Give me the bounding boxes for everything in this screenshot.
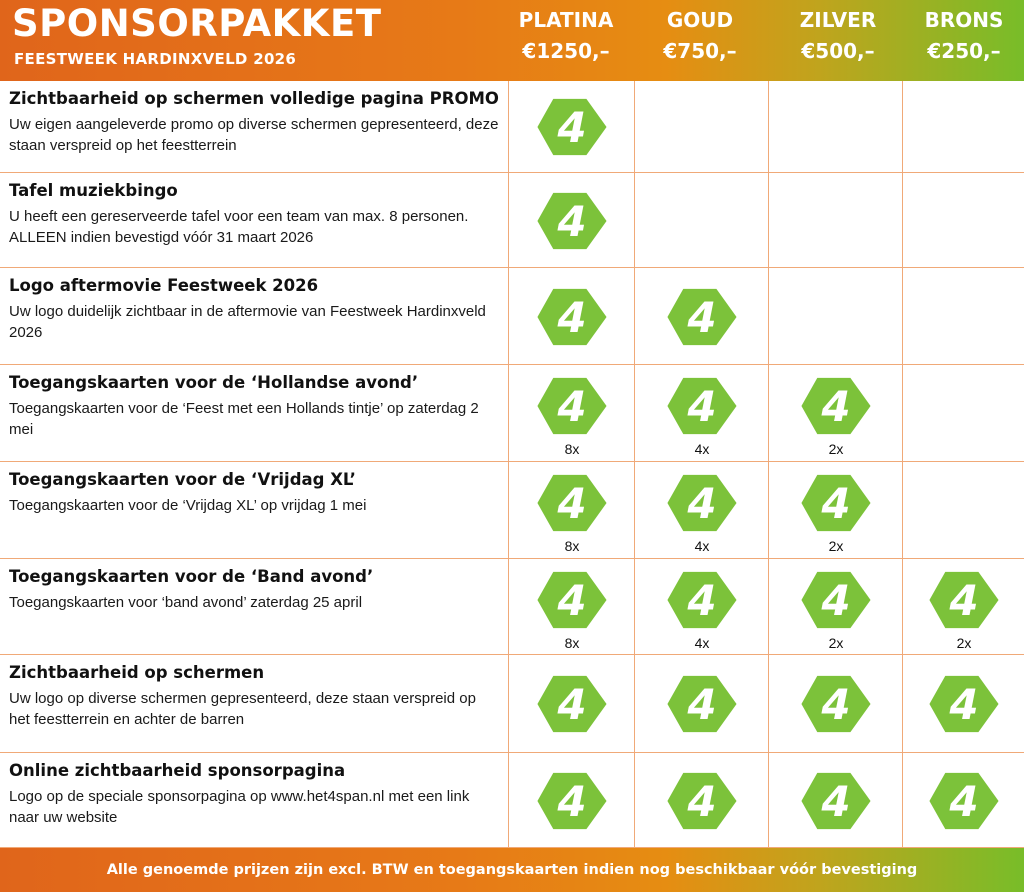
het4span-logo-icon bbox=[928, 673, 1000, 735]
tier-price: €500,– bbox=[801, 39, 875, 63]
svg-text:4: 4 bbox=[557, 777, 587, 827]
table-row bbox=[0, 753, 1024, 848]
page-title: SPONSORPAKKET bbox=[12, 2, 382, 45]
svg-text:4: 4 bbox=[949, 680, 979, 730]
tier-header-brons bbox=[912, 7, 1016, 65]
cell-goud bbox=[634, 365, 768, 461]
cell-platina bbox=[508, 462, 634, 558]
het4span-logo-icon bbox=[928, 770, 1000, 832]
table-row bbox=[0, 173, 1024, 268]
tier-header-platina bbox=[508, 7, 624, 65]
cell-zilver bbox=[768, 365, 902, 461]
cell-brons bbox=[902, 462, 1024, 558]
table-row bbox=[0, 365, 1024, 462]
cell-goud bbox=[634, 753, 768, 847]
het4span-logo-icon bbox=[666, 286, 738, 348]
ticket-quantity: 8x bbox=[564, 441, 580, 457]
svg-text:4: 4 bbox=[821, 382, 851, 432]
ticket-quantity: 4x bbox=[694, 538, 710, 554]
svg-text:4: 4 bbox=[687, 576, 717, 626]
svg-text:4: 4 bbox=[557, 197, 587, 247]
benefit-description: Toegangskaarten voor de ‘Feest met een Hollands tintje’ op zaterdag 2 mei bbox=[9, 400, 479, 438]
benefit-description: Logo op de speciale sponsorpagina op www.het4span.nl met een link naar uw website bbox=[9, 788, 470, 826]
svg-text:4: 4 bbox=[557, 293, 587, 343]
cell-brons bbox=[902, 81, 1024, 172]
page-subtitle: FEESTWEEK HARDINXVELD 2026 bbox=[14, 50, 297, 68]
cell-zilver bbox=[768, 173, 902, 267]
svg-text:4: 4 bbox=[557, 103, 587, 153]
benefit-description: Toegangskaarten voor ‘band avond’ zaterdag 25 april bbox=[9, 594, 363, 611]
het4span-logo-icon bbox=[800, 770, 872, 832]
cell-goud bbox=[634, 268, 768, 364]
het4span-logo-icon bbox=[928, 569, 1000, 631]
svg-text:4: 4 bbox=[949, 777, 979, 827]
ticket-quantity: 2x bbox=[828, 538, 844, 554]
benefit-title: Online zichtbaarheid sponsorpagina bbox=[9, 761, 346, 780]
cell-platina bbox=[508, 559, 634, 654]
benefit-description: Uw eigen aangeleverde promo op diverse schermen gepresenteerd, deze staan verspreid op het feestterrein bbox=[9, 116, 499, 154]
cell-goud bbox=[634, 462, 768, 558]
benefit-description: U heeft een gereserveerde tafel voor een team van max. 8 personen. ALLEEN indien bevestigd vóór 31 maart 2026 bbox=[9, 208, 469, 246]
cell-platina bbox=[508, 753, 634, 847]
benefit-description: Uw logo duidelijk zichtbaar in de aftermovie van Feestweek Hardinxveld 2026 bbox=[9, 303, 486, 341]
het4span-logo-icon bbox=[800, 569, 872, 631]
het4span-logo-icon bbox=[800, 375, 872, 437]
svg-text:4: 4 bbox=[821, 479, 851, 529]
cell-goud bbox=[634, 173, 768, 267]
tier-name: ZILVER bbox=[799, 8, 877, 32]
svg-text:4: 4 bbox=[821, 680, 851, 730]
tier-price: €750,– bbox=[663, 39, 737, 63]
svg-text:4: 4 bbox=[557, 576, 587, 626]
table-row bbox=[0, 462, 1024, 559]
svg-text:4: 4 bbox=[687, 680, 717, 730]
het4span-logo-icon bbox=[666, 375, 738, 437]
het4span-logo-icon bbox=[536, 96, 608, 158]
cell-brons bbox=[902, 365, 1024, 461]
svg-text:4: 4 bbox=[687, 382, 717, 432]
cell-platina bbox=[508, 268, 634, 364]
tier-name: PLATINA bbox=[518, 8, 614, 32]
benefit-title: Zichtbaarheid op schermen bbox=[9, 663, 265, 682]
table-row bbox=[0, 268, 1024, 365]
cell-brons bbox=[902, 655, 1024, 752]
tier-header-goud bbox=[640, 7, 760, 65]
svg-text:4: 4 bbox=[557, 479, 587, 529]
svg-text:4: 4 bbox=[821, 777, 851, 827]
ticket-quantity: 2x bbox=[828, 441, 844, 457]
cell-zilver bbox=[768, 559, 902, 654]
cell-goud bbox=[634, 559, 768, 654]
cell-brons bbox=[902, 753, 1024, 847]
cell-zilver bbox=[768, 462, 902, 558]
svg-text:4: 4 bbox=[687, 777, 717, 827]
svg-text:4: 4 bbox=[821, 576, 851, 626]
cell-zilver bbox=[768, 81, 902, 172]
tier-name: GOUD bbox=[666, 8, 734, 32]
table-row bbox=[0, 655, 1024, 753]
cell-zilver bbox=[768, 655, 902, 752]
benefit-title: Toegangskaarten voor de ‘Band avond’ bbox=[9, 567, 374, 586]
cell-zilver bbox=[768, 268, 902, 364]
het4span-logo-icon bbox=[666, 673, 738, 735]
svg-text:4: 4 bbox=[687, 479, 717, 529]
benefit-description: Uw logo op diverse schermen gepresenteerd, deze staan verspreid op het feestterrein en achter de barren bbox=[9, 690, 476, 728]
cell-brons bbox=[902, 559, 1024, 654]
cell-goud bbox=[634, 81, 768, 172]
cell-platina bbox=[508, 655, 634, 752]
benefit-title: Logo aftermovie Feestweek 2026 bbox=[9, 276, 319, 295]
benefit-title: Toegangskaarten voor de ‘Vrijdag XL’ bbox=[9, 470, 356, 489]
het4span-logo-icon bbox=[536, 770, 608, 832]
table-row bbox=[0, 81, 1024, 173]
het4span-logo-icon bbox=[536, 673, 608, 735]
ticket-quantity: 4x bbox=[694, 635, 710, 651]
tier-price: €250,– bbox=[927, 39, 1001, 63]
cell-brons bbox=[902, 268, 1024, 364]
het4span-logo-icon bbox=[536, 375, 608, 437]
ticket-quantity: 8x bbox=[564, 635, 580, 651]
het4span-logo-icon bbox=[666, 472, 738, 534]
footer-note: Alle genoemde prijzen zijn excl. BTW en toegangskaarten indien nog beschikbaar vóór bevestiging bbox=[0, 848, 1024, 892]
cell-platina bbox=[508, 81, 634, 172]
cell-goud bbox=[634, 655, 768, 752]
header-banner bbox=[0, 0, 1024, 81]
het4span-logo-icon bbox=[536, 286, 608, 348]
tier-name: BRONS bbox=[924, 8, 1004, 32]
cell-platina bbox=[508, 365, 634, 461]
ticket-quantity: 8x bbox=[564, 538, 580, 554]
benefit-title: Toegangskaarten voor de ‘Hollandse avond’ bbox=[9, 373, 419, 392]
het4span-logo-icon bbox=[536, 190, 608, 252]
svg-text:4: 4 bbox=[687, 293, 717, 343]
benefit-title: Tafel muziekbingo bbox=[9, 181, 178, 200]
tier-header-zilver bbox=[778, 7, 898, 65]
benefit-description: Toegangskaarten voor de ‘Vrijdag XL’ op vrijdag 1 mei bbox=[9, 497, 367, 514]
tier-price: €1250,– bbox=[522, 39, 610, 63]
svg-text:4: 4 bbox=[557, 382, 587, 432]
svg-text:4: 4 bbox=[949, 576, 979, 626]
het4span-logo-icon bbox=[666, 569, 738, 631]
het4span-logo-icon bbox=[536, 472, 608, 534]
svg-text:4: 4 bbox=[557, 680, 587, 730]
benefit-title: Zichtbaarheid op schermen volledige pagina PROMO bbox=[9, 89, 499, 108]
table-row bbox=[0, 559, 1024, 655]
cell-zilver bbox=[768, 753, 902, 847]
het4span-logo-icon bbox=[800, 472, 872, 534]
ticket-quantity: 2x bbox=[956, 635, 972, 651]
het4span-logo-icon bbox=[666, 770, 738, 832]
ticket-quantity: 4x bbox=[694, 441, 710, 457]
cell-platina bbox=[508, 173, 634, 267]
het4span-logo-icon bbox=[536, 569, 608, 631]
cell-brons bbox=[902, 173, 1024, 267]
ticket-quantity: 2x bbox=[828, 635, 844, 651]
het4span-logo-icon bbox=[800, 673, 872, 735]
